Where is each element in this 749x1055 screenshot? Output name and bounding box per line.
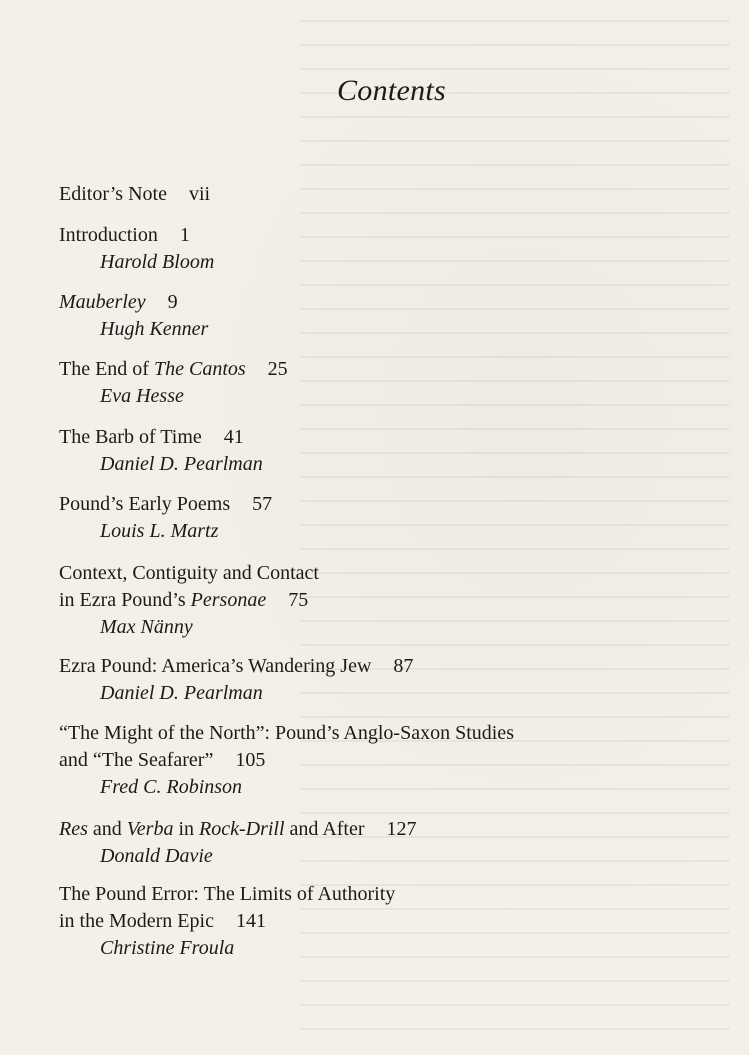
entry-title: Pound’s Early Poems xyxy=(59,493,231,515)
entry-page-number: 25 xyxy=(267,358,288,380)
toc-entry xyxy=(59,181,709,208)
page-title: Contents xyxy=(336,74,447,107)
entry-title-part: Rock-Drill xyxy=(199,818,285,840)
entry-author: Daniel D. Pearlman xyxy=(100,682,263,704)
entry-title-line xyxy=(59,424,709,451)
toc-entry xyxy=(59,720,709,801)
entry-title-part: Personae xyxy=(190,589,267,611)
entry-title-line xyxy=(59,653,709,680)
entry-page-number: 127 xyxy=(386,818,417,840)
toc-entry xyxy=(59,356,709,410)
entry-title-part: Verba xyxy=(126,818,174,840)
entry-page-number: vii xyxy=(188,183,211,205)
entry-page-number: 105 xyxy=(235,749,266,771)
entry-title-line-1: Context, Contiguity and Contact xyxy=(59,562,319,584)
entry-title-line xyxy=(59,816,709,843)
entry-title-part: in Ezra Pound’s xyxy=(59,589,191,611)
entry-title-line xyxy=(59,289,709,316)
entry-author: Harold Bloom xyxy=(100,251,215,273)
entry-title-line xyxy=(59,222,709,249)
entry-title-line-1: The Pound Error: The Limits of Authority xyxy=(59,883,396,905)
entry-author: Eva Hesse xyxy=(100,385,184,407)
entry-title-part: Res xyxy=(59,818,88,840)
entry-title: Mauberley xyxy=(59,291,146,313)
entry-title: The Barb of Time xyxy=(59,426,202,448)
entry-title-line xyxy=(59,356,709,383)
entry-page-number: 87 xyxy=(393,655,414,677)
entry-title: in the Modern Epic xyxy=(59,910,214,932)
entry-title-line xyxy=(59,587,709,614)
toc-entry xyxy=(59,881,709,962)
toc-entry xyxy=(59,491,709,545)
entry-title-line xyxy=(59,747,709,774)
entry-title: Introduction xyxy=(59,224,158,246)
entry-title-part: The Cantos xyxy=(153,358,246,380)
entry-author: Max Nänny xyxy=(100,616,193,638)
entry-page-number: 141 xyxy=(235,910,266,932)
entry-author: Hugh Kenner xyxy=(100,318,209,340)
toc-entry xyxy=(59,289,709,343)
entry-title-part: in xyxy=(173,818,200,840)
entry-author: Donald Davie xyxy=(100,845,213,867)
toc-entry xyxy=(59,653,709,707)
entry-title: Editor’s Note xyxy=(59,183,167,205)
toc-entry xyxy=(59,816,709,870)
entry-title: Ezra Pound: America’s Wandering Jew xyxy=(59,655,372,677)
entry-author: Louis L. Martz xyxy=(100,520,219,542)
entry-author: Daniel D. Pearlman xyxy=(100,453,263,475)
entry-title-line xyxy=(59,181,709,208)
entry-title: and “The Seafarer” xyxy=(59,749,214,771)
entry-page-number: 57 xyxy=(252,493,273,515)
entry-title-line xyxy=(59,491,709,518)
entry-author: Christine Froula xyxy=(100,937,235,959)
entry-page-number: 9 xyxy=(167,291,178,313)
entry-title-line xyxy=(59,908,709,935)
entry-author: Fred C. Robinson xyxy=(100,776,243,798)
toc-entry xyxy=(59,222,709,276)
entry-page-number: 1 xyxy=(179,224,190,246)
toc-entry xyxy=(59,424,709,478)
entry-page-number: 75 xyxy=(288,589,309,611)
entry-title-part: and xyxy=(87,818,127,840)
entry-page-number: 41 xyxy=(223,426,244,448)
entry-title-line-1: “The Might of the North”: Pound’s Anglo-Saxon Studies xyxy=(59,722,514,744)
entry-title-part: and After xyxy=(284,818,365,840)
toc-entry xyxy=(59,560,709,641)
entry-title-part: The End of xyxy=(59,358,154,380)
